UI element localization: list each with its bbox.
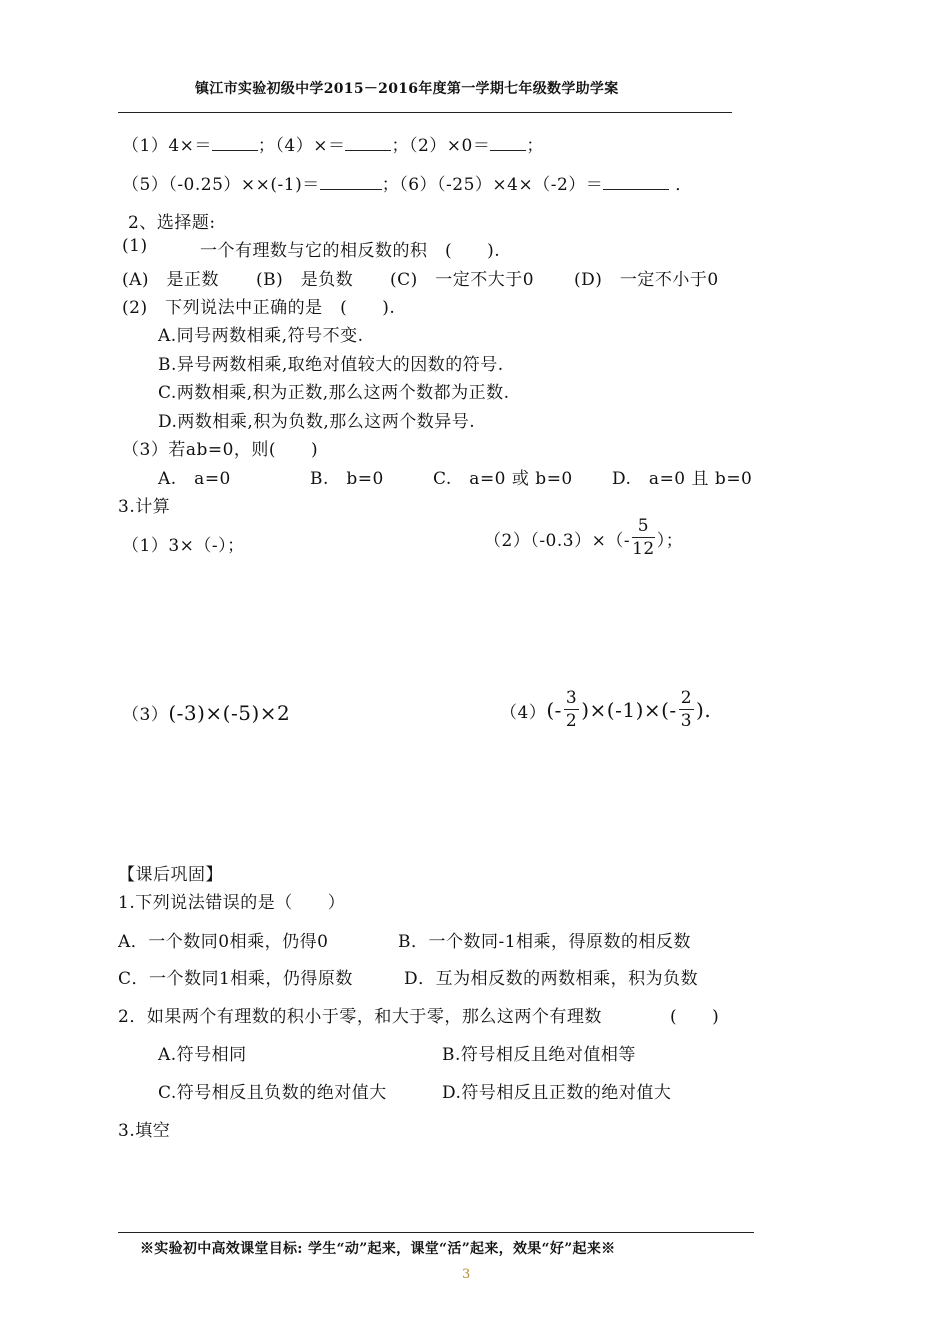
page-number: 3 (462, 1267, 471, 1282)
choice-q3-option-c[interactable]: C. a=0 或 b=0 (433, 469, 573, 489)
calc-label: （3） (122, 705, 169, 725)
answer-blank[interactable] (490, 134, 526, 151)
fraction-numerator: 2 (680, 688, 693, 708)
fill-line-2 (122, 170, 693, 195)
choice-q2-option-b[interactable]: B.异号两数相乘,取绝对值较大的因数的符号. (158, 355, 504, 375)
choice-q2-option-c[interactable]: C.两数相乘,积为正数,那么这两个数都为正数. (158, 383, 510, 403)
review-q2-option-c[interactable]: C.符号相反且负数的绝对值大 (158, 1083, 387, 1103)
review-q1-option-d[interactable]: D．互为相反数的两数相乘，积为负数 (404, 969, 699, 989)
calc-problem-4 (500, 690, 711, 730)
review-q1-option-c[interactable]: C．一个数同1相乘，仍得原数 (118, 969, 353, 989)
fraction-5-12 (632, 518, 655, 558)
choice-q3-option-d[interactable]: D. a=0 且 b=0 (612, 469, 753, 489)
review-q2-option-d[interactable]: D.符号相反且正数的绝对值大 (442, 1083, 672, 1103)
choice-q1-number: (1) (122, 236, 148, 256)
calc-expression-part: (- (546, 698, 562, 722)
fill-line-1 (122, 131, 544, 156)
choice-q3-option-a[interactable]: A. a=0 (158, 469, 231, 489)
fill-text: ；（6）（-25）×4×（-2）＝ (381, 175, 604, 195)
calc-text: （2）（-0.3）×（- (484, 530, 631, 551)
choice-q1-option-c[interactable]: (C) 一定不大于0 (390, 270, 535, 290)
choice-q3-text: （3）若ab=0，则( ) (122, 440, 319, 460)
answer-blank[interactable] (603, 173, 669, 190)
choice-q3-option-b[interactable]: B. b=0 (310, 469, 384, 489)
fill-text: ； (526, 136, 544, 156)
fraction-numerator: 5 (632, 518, 655, 538)
answer-blank[interactable] (212, 134, 258, 151)
calc-heading: 3.计算 (118, 497, 171, 517)
calc-expression-part: )×(-1)×(- (581, 698, 677, 722)
review-heading: 【课后巩固】 (118, 865, 223, 885)
review-q2: 2．如果两个有理数的积小于零，和大于零，那么这两个有理数 (118, 1007, 602, 1027)
fraction-denominator: 3 (680, 711, 693, 731)
fill-text: ． (675, 175, 693, 195)
choice-q1-option-a[interactable]: (A) 是正数 (122, 270, 220, 290)
calc-label: （4） (500, 702, 547, 723)
review-q3: 3.填空 (118, 1121, 171, 1141)
page-header-title: 镇江市实验初级中学2015－2016年度第一学期七年级数学助学案 (195, 81, 619, 97)
review-q2-option-b[interactable]: B.符号相反且绝对值相等 (442, 1045, 636, 1065)
choice-q2-text: (2) 下列说法中正确的是 ( ). (122, 298, 396, 318)
fill-text: ；（4）×＝ (257, 136, 346, 156)
fill-text: （1）4×＝ (122, 136, 212, 156)
fill-text: （5）（-0.25）××(-1)＝ (122, 175, 320, 195)
review-q1-option-b[interactable]: B．一个数同-1相乘，得原数的相反数 (398, 932, 692, 952)
review-q2-answer-paren[interactable]: ( ) (670, 1007, 720, 1027)
review-q1-option-a[interactable]: A．一个数同0相乘，仍得0 (118, 932, 329, 952)
fraction-numerator: 3 (565, 688, 578, 708)
answer-blank[interactable] (345, 134, 391, 151)
header-rule (118, 112, 732, 113)
fraction-denominator: 12 (632, 539, 655, 559)
review-q1: 1.下列说法错误的是（ ） (118, 893, 346, 913)
calc-text: ）； (656, 530, 684, 551)
choice-heading: 2、选择题: (128, 213, 216, 233)
fraction-3-2 (564, 690, 579, 730)
choice-q2-option-d[interactable]: D.两数相乘,积为负数,那么这两个数异号. (158, 412, 476, 432)
fraction-denominator: 2 (565, 711, 578, 731)
choice-q1-text: 一个有理数与它的相反数的积 ( ). (200, 241, 501, 261)
review-q2-option-a[interactable]: A.符号相同 (158, 1045, 247, 1065)
choice-q2-option-a[interactable]: A.同号两数相乘,符号不变. (158, 326, 364, 346)
calc-problem-3 (122, 700, 290, 725)
footer-motto: ※实验初中高效课堂目标: 学生“动”起来，课堂“活”起来，效果“好”起来※ (140, 1241, 616, 1257)
calc-expression-part: ). (696, 698, 712, 722)
choice-q1-option-b[interactable]: (B) 是负数 (256, 270, 354, 290)
fraction-2-3 (679, 690, 694, 730)
calc-problem-2 (484, 518, 683, 558)
footer-rule (118, 1232, 754, 1233)
calc-problem-1: （1）3×（-）； (122, 536, 245, 556)
answer-blank[interactable] (320, 173, 382, 190)
choice-q1-option-d[interactable]: (D) 一定不小于0 (574, 270, 719, 290)
calc-expression: (-3)×(-5)×2 (168, 700, 291, 725)
fill-text: ；（2）×0＝ (391, 136, 491, 156)
